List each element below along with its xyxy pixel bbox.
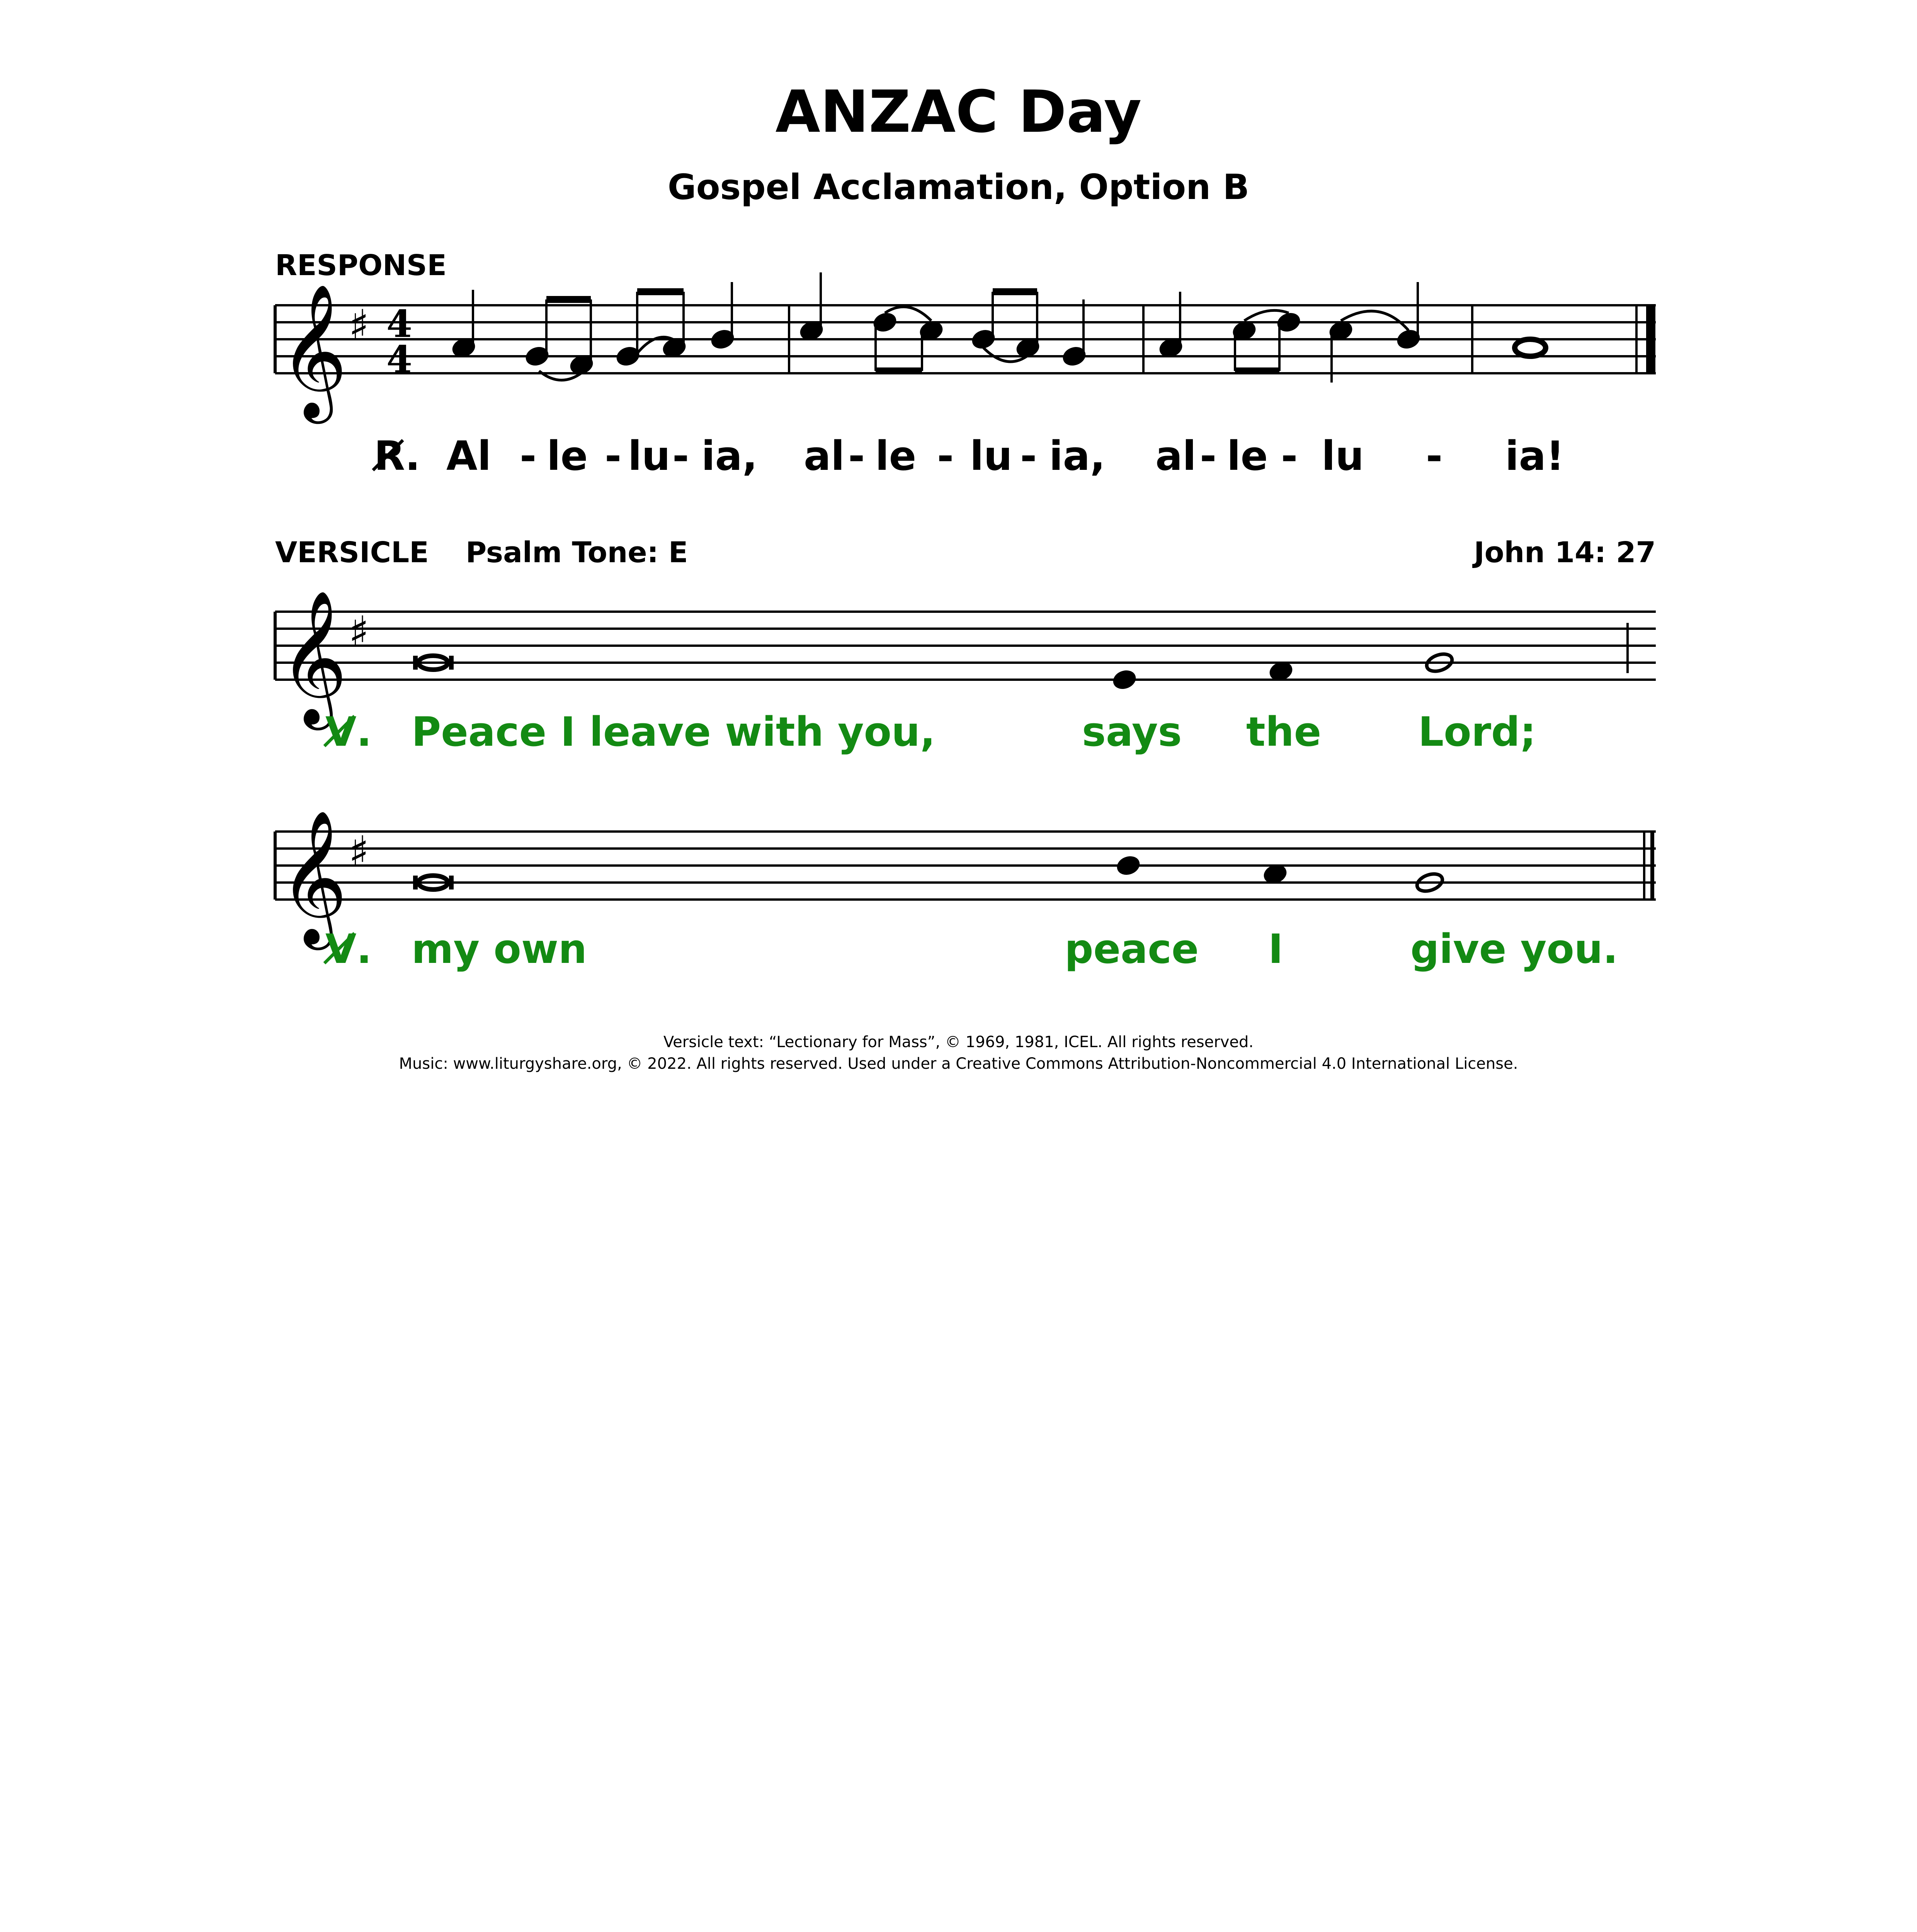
versicle-text: give you. bbox=[1410, 925, 1618, 973]
versicle-marker: V̸. bbox=[325, 925, 372, 973]
treble-clef-icon: 𝄞 bbox=[279, 589, 348, 724]
lyric-hyphen: - bbox=[1200, 432, 1217, 480]
versicle-text: Lord; bbox=[1418, 708, 1536, 755]
lyric-syllable: lu bbox=[970, 432, 1012, 480]
lyric-hyphen: - bbox=[1020, 432, 1037, 480]
lyric-hyphen: - bbox=[605, 432, 622, 480]
response-label: RESPONSE bbox=[275, 249, 447, 282]
lyric-syllable: le bbox=[875, 432, 917, 480]
lyric-hyphen: - bbox=[937, 432, 954, 480]
copyright-line-text: Versicle text: “Lectionary for Mass”, © 1969, 1981, ICEL. All rights reserved. bbox=[663, 1033, 1254, 1051]
versicle-text: I bbox=[1268, 925, 1283, 973]
treble-clef-icon: 𝄞 bbox=[279, 809, 348, 944]
time-signature-bottom: 4 bbox=[386, 338, 412, 381]
sharp-icon: ♯ bbox=[349, 301, 369, 350]
lyric-syllable: lu bbox=[628, 432, 670, 480]
versicle-text: peace bbox=[1065, 925, 1199, 973]
copyright-line-music: Music: www.liturgyshare.org, © 2022. All rights reserved. Used under a Creative Commons Attribution-Noncommercial 4.0 International License. bbox=[399, 1055, 1518, 1073]
sharp-icon: ♯ bbox=[349, 827, 369, 876]
lyric-hyphen: - bbox=[848, 432, 865, 480]
versicle-label: VERSICLE bbox=[275, 536, 429, 569]
versicle-text: the bbox=[1246, 708, 1322, 755]
sharp-icon: ♯ bbox=[349, 607, 369, 656]
lyric-hyphen: - bbox=[1281, 432, 1298, 480]
page-title: ANZAC Day bbox=[775, 78, 1142, 146]
lyric-hyphen: - bbox=[520, 432, 537, 480]
lyric-hyphen: - bbox=[1426, 432, 1443, 480]
lyric-syllable: ia, bbox=[701, 432, 758, 480]
lyric-syllable: lu bbox=[1322, 432, 1364, 480]
lyric-syllable: al bbox=[1155, 432, 1196, 480]
versicle-staff-2 bbox=[275, 832, 1656, 900]
page-subtitle: Gospel Acclamation, Option B bbox=[667, 167, 1250, 207]
lyric-syllable: ia! bbox=[1505, 432, 1565, 480]
versicle-text: Peace I leave with you, bbox=[412, 708, 936, 755]
versicle-staff-1 bbox=[275, 612, 1656, 680]
versicle-marker: V̸. bbox=[325, 708, 372, 755]
response-marker: R̸. bbox=[374, 432, 420, 480]
treble-clef-icon: 𝄞 bbox=[279, 283, 348, 418]
versicle-text: says bbox=[1082, 708, 1182, 755]
lyric-syllable: Al bbox=[446, 432, 492, 480]
lyric-syllable: le bbox=[547, 432, 588, 480]
versicle-text: my own bbox=[412, 925, 587, 973]
time-signature-top: 4 bbox=[386, 302, 412, 346]
lyric-hyphen: - bbox=[672, 432, 689, 480]
lyric-syllable: al bbox=[804, 432, 845, 480]
lyric-syllable: ia, bbox=[1049, 432, 1106, 480]
lyric-syllable: le bbox=[1227, 432, 1268, 480]
scripture-reference: John 14: 27 bbox=[1474, 536, 1656, 569]
response-staff bbox=[275, 305, 1656, 373]
psalm-tone-label: Psalm Tone: E bbox=[466, 536, 688, 569]
